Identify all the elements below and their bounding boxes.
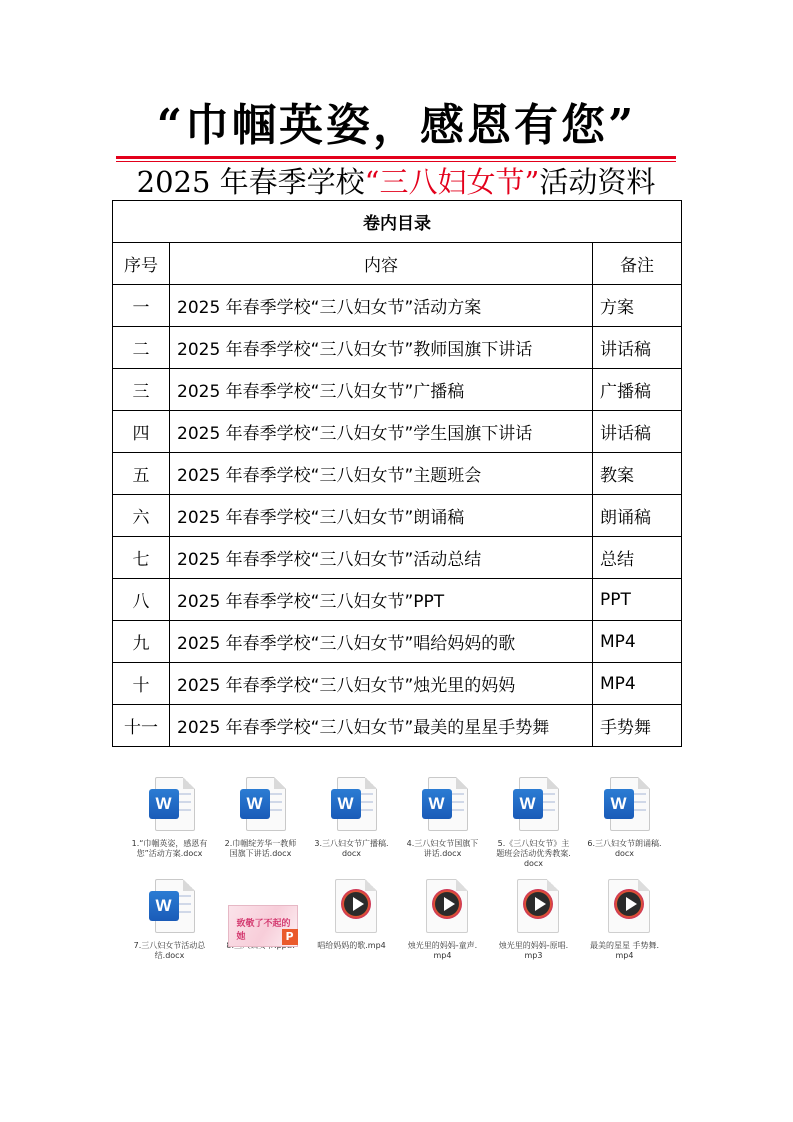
table-row bbox=[113, 579, 682, 621]
file-item[interactable] bbox=[306, 877, 397, 961]
file-name: 5.《三八妇女节》主题班会活动优秀教案.docx bbox=[496, 839, 571, 868]
row-note: 广播稿 bbox=[593, 369, 682, 411]
media-file-icon bbox=[408, 877, 478, 939]
row-note: PPT bbox=[593, 579, 682, 621]
row-note: 总结 bbox=[593, 537, 682, 579]
word-document-icon bbox=[135, 775, 205, 837]
row-note: 教案 bbox=[593, 453, 682, 495]
row-note: MP4 bbox=[593, 621, 682, 663]
word-document-icon bbox=[135, 877, 205, 939]
file-name: 6.三八妇女节朗诵稿.docx bbox=[587, 839, 662, 858]
table-row bbox=[113, 327, 682, 369]
word-w-badge: W bbox=[331, 789, 361, 819]
row-note: 朗诵稿 bbox=[593, 495, 682, 537]
file-item[interactable] bbox=[306, 775, 397, 869]
row-content: 2025 年春季学校“三八妇女节”唱给妈妈的歌 bbox=[170, 621, 593, 663]
subtitle-highlight: “三八妇女节” bbox=[364, 165, 540, 199]
page-headline: “巾帼英姿，感恩有您” bbox=[156, 100, 637, 151]
file-name: 2.巾帼绽芳华一教师国旗下讲话.docx bbox=[224, 839, 297, 858]
table-row bbox=[113, 621, 682, 663]
file-item[interactable] bbox=[579, 877, 670, 961]
file-icon-grid bbox=[124, 775, 684, 961]
row-number: 四 bbox=[113, 411, 170, 453]
word-document-icon bbox=[226, 775, 296, 837]
table-row bbox=[113, 369, 682, 411]
toc-caption-row bbox=[113, 201, 682, 243]
word-document-icon bbox=[408, 775, 478, 837]
row-number: 六 bbox=[113, 495, 170, 537]
red-divider bbox=[116, 156, 676, 159]
row-content: 2025 年春季学校“三八妇女节”烛光里的妈妈 bbox=[170, 663, 593, 705]
pptx-thumb-title: 致敬了不起的她 bbox=[236, 919, 291, 942]
toc-body bbox=[113, 285, 682, 747]
table-row bbox=[113, 705, 682, 747]
pptx-thumbnail-icon bbox=[226, 877, 296, 943]
toc-header-row bbox=[113, 243, 682, 285]
toc-table bbox=[112, 200, 682, 747]
media-file-icon bbox=[317, 877, 387, 939]
word-w-badge: W bbox=[149, 789, 179, 819]
table-row bbox=[113, 663, 682, 705]
play-icon bbox=[626, 897, 637, 911]
word-w-badge: W bbox=[422, 789, 452, 819]
row-note: 方案 bbox=[593, 285, 682, 327]
file-item[interactable] bbox=[397, 877, 488, 961]
file-name: 最美的星星 手势舞.mp4 bbox=[589, 941, 660, 960]
row-content: 2025 年春季学校“三八妇女节”教师国旗下讲话 bbox=[170, 327, 593, 369]
column-header-note: 备注 bbox=[593, 243, 682, 285]
row-number: 三 bbox=[113, 369, 170, 411]
row-number: 七 bbox=[113, 537, 170, 579]
row-number: 二 bbox=[113, 327, 170, 369]
file-name: 唱给妈妈的歌.mp4 bbox=[317, 941, 386, 950]
row-number: 九 bbox=[113, 621, 170, 663]
row-content: 2025 年春季学校“三八妇女节”PPT bbox=[170, 579, 593, 621]
row-number: 一 bbox=[113, 285, 170, 327]
table-row bbox=[113, 285, 682, 327]
file-item[interactable] bbox=[397, 775, 488, 869]
file-item[interactable] bbox=[124, 877, 215, 961]
file-item[interactable] bbox=[488, 775, 579, 869]
file-item[interactable] bbox=[215, 775, 306, 869]
file-item[interactable] bbox=[579, 775, 670, 869]
word-w-badge: W bbox=[604, 789, 634, 819]
word-document-icon bbox=[317, 775, 387, 837]
row-note: 讲话稿 bbox=[593, 411, 682, 453]
column-header-content: 内容 bbox=[170, 243, 593, 285]
table-row bbox=[113, 453, 682, 495]
row-note: 讲话稿 bbox=[593, 327, 682, 369]
file-item[interactable] bbox=[124, 775, 215, 869]
row-number: 五 bbox=[113, 453, 170, 495]
file-name: 烛光里的妈妈-童声.mp4 bbox=[407, 941, 478, 960]
play-icon bbox=[444, 897, 455, 911]
word-w-badge: W bbox=[240, 789, 270, 819]
row-content: 2025 年春季学校“三八妇女节”广播稿 bbox=[170, 369, 593, 411]
word-w-badge: W bbox=[513, 789, 543, 819]
word-document-icon bbox=[590, 775, 660, 837]
row-content: 2025 年春季学校“三八妇女节”主题班会 bbox=[170, 453, 593, 495]
file-item[interactable] bbox=[215, 877, 306, 961]
word-w-badge: W bbox=[149, 891, 179, 921]
file-name: 1.“巾帼英姿，感恩有您”活动方案.docx bbox=[131, 839, 208, 858]
table-row bbox=[113, 411, 682, 453]
row-content: 2025 年春季学校“三八妇女节”活动方案 bbox=[170, 285, 593, 327]
file-name: 4.三八妇女节国旗下讲话.docx bbox=[406, 839, 479, 858]
row-content: 2025 年春季学校“三八妇女节”最美的星星手势舞 bbox=[170, 705, 593, 747]
play-icon bbox=[353, 897, 364, 911]
file-item[interactable] bbox=[488, 877, 579, 961]
row-note: 手势舞 bbox=[593, 705, 682, 747]
file-name: 7.三八妇女节活动总结.docx bbox=[133, 941, 206, 960]
row-content: 2025 年春季学校“三八妇女节”活动总结 bbox=[170, 537, 593, 579]
row-number: 十一 bbox=[113, 705, 170, 747]
column-header-num: 序号 bbox=[113, 243, 170, 285]
play-icon bbox=[535, 897, 546, 911]
row-number: 八 bbox=[113, 579, 170, 621]
powerpoint-badge-icon: P bbox=[282, 929, 298, 945]
page-subtitle bbox=[116, 162, 676, 202]
row-content: 2025 年春季学校“三八妇女节”朗诵稿 bbox=[170, 495, 593, 537]
word-document-icon bbox=[499, 775, 569, 837]
file-name: 3.三八妇女节广播稿.docx bbox=[314, 839, 389, 858]
row-number: 十 bbox=[113, 663, 170, 705]
toc-caption: 卷内目录 bbox=[113, 201, 682, 243]
media-file-icon bbox=[590, 877, 660, 939]
row-note: MP4 bbox=[593, 663, 682, 705]
media-file-icon bbox=[499, 877, 569, 939]
subtitle-suffix: 活动资料 bbox=[539, 165, 656, 199]
row-content: 2025 年春季学校“三八妇女节”学生国旗下讲话 bbox=[170, 411, 593, 453]
table-row bbox=[113, 495, 682, 537]
subtitle-prefix: 2025 年春季学校 bbox=[136, 165, 365, 199]
table-row bbox=[113, 537, 682, 579]
file-name: 烛光里的妈妈-原唱.mp3 bbox=[498, 941, 569, 960]
